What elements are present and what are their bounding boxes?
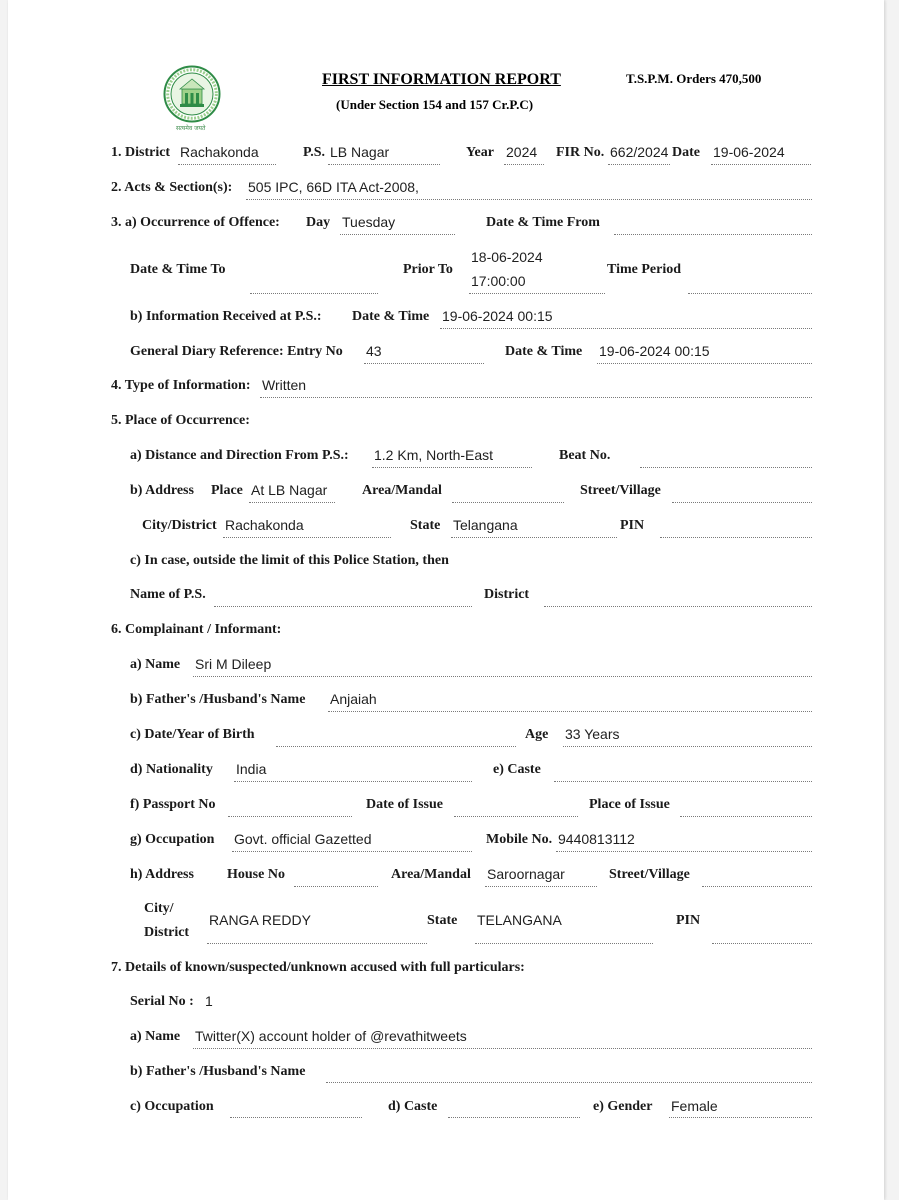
entry-no-value: 43: [366, 343, 382, 359]
report-subtitle: (Under Section 154 and 157 Cr.P.C): [336, 97, 534, 112]
info-type-value: Written: [262, 377, 307, 393]
acts-value: 505 IPC, 66D ITA Act-2008,: [248, 179, 419, 195]
complainant-name-label: a) Name: [130, 657, 181, 672]
complainant-city-label-1: City/: [144, 901, 174, 916]
serial-label: Serial No :: [130, 994, 194, 1009]
accused-gender-label: e) Gender: [593, 1099, 653, 1114]
complainant-city-label-2: District: [144, 925, 190, 940]
accused-name-value: Twitter(X) account holder of @revathitweets: [195, 1028, 467, 1044]
mobile-label: Mobile No.: [486, 832, 553, 847]
gd-date-time-label: Date & Time: [505, 344, 583, 359]
accused-caste-label: d) Caste: [388, 1099, 438, 1114]
prior-date-value: 18-06-2024: [471, 249, 543, 265]
date-time-from-label: Date & Time From: [486, 215, 600, 230]
date-time-to-label: Date & Time To: [130, 262, 226, 277]
district-value: Rachakonda: [180, 144, 259, 160]
fir-date-value: 19-06-2024: [713, 144, 785, 160]
distance-label: a) Distance and Direction From P.S.:: [130, 448, 349, 463]
place-occurrence-label: 5. Place of Occurrence:: [111, 413, 250, 428]
age-label: Age: [525, 727, 549, 742]
district-label: 1. District: [111, 145, 171, 160]
accused-gender-value: Female: [671, 1098, 718, 1114]
passport-label: f) Passport No: [130, 797, 216, 812]
complainant-pin-label: PIN: [676, 913, 701, 928]
accused-occupation-label: c) Occupation: [130, 1099, 214, 1114]
city-district-value: Rachakonda: [225, 517, 304, 533]
house-no-label: House No: [227, 867, 285, 882]
distance-value: 1.2 Km, North-East: [374, 447, 494, 463]
gd-reference-label: General Diary Reference: Entry No: [130, 344, 343, 359]
complainant-father-value: Anjaiah: [330, 691, 377, 707]
accused-father-label: b) Father's /Husband's Name: [130, 1064, 306, 1079]
state-value: Telangana: [453, 517, 518, 533]
outside-district-label: District: [484, 587, 530, 602]
nationality-label: d) Nationality: [130, 762, 213, 777]
complainant-street-label: Street/Village: [609, 867, 690, 882]
nationality-value: India: [236, 761, 267, 777]
complainant-city-value: RANGA REDDY: [209, 912, 311, 928]
complainant-label: 6. Complainant / Informant:: [111, 622, 282, 637]
date-of-issue-label: Date of Issue: [366, 797, 443, 812]
telangana-emblem-icon: [163, 65, 221, 123]
place-label: Place: [211, 483, 243, 498]
complainant-name-value: Sri M Dileep: [195, 656, 272, 672]
street-village-label: Street/Village: [580, 483, 661, 498]
acts-label: 2. Acts & Section(s):: [111, 180, 233, 195]
accused-details-label: 7. Details of known/suspected/unknown accused with full particulars:: [111, 960, 525, 975]
year-value: 2024: [506, 144, 538, 160]
emblem-caption: सत्यमेव जयते: [176, 125, 206, 132]
prior-to-label: Prior To: [403, 262, 453, 277]
info-type-label: 4. Type of Information:: [111, 378, 251, 393]
report-title: FIRST INFORMATION REPORT: [322, 71, 561, 88]
serial-value: 1: [205, 993, 213, 1009]
mobile-value: 9440813112: [558, 831, 635, 847]
outside-limit-label: c) In case, outside the limit of this Police Station, then: [130, 553, 449, 568]
name-of-ps-label: Name of P.S.: [130, 587, 206, 602]
day-label: Day: [306, 215, 331, 230]
complainant-area-label: Area/Mandal: [391, 867, 471, 882]
caste-label: e) Caste: [493, 762, 541, 777]
complainant-area-value: Saroornagar: [487, 866, 565, 882]
day-value: Tuesday: [342, 214, 396, 230]
complainant-father-label: b) Father's /Husband's Name: [130, 692, 306, 707]
fir-label: FIR No.: [556, 145, 605, 160]
area-mandal-label: Area/Mandal: [362, 483, 442, 498]
ps-value: LB Nagar: [330, 144, 390, 160]
received-date-time-label: Date & Time: [352, 309, 430, 324]
time-period-label: Time Period: [607, 262, 682, 277]
fir-page: [8, 0, 884, 1200]
occurrence-label: 3. a) Occurrence of Offence:: [111, 215, 280, 230]
place-of-issue-label: Place of Issue: [589, 797, 670, 812]
beat-label: Beat No.: [559, 448, 611, 463]
state-label: State: [410, 518, 441, 533]
year-label: Year: [466, 145, 494, 160]
fir-value: 662/2024: [610, 144, 669, 160]
accused-name-label: a) Name: [130, 1029, 181, 1044]
orders-reference: T.S.P.M. Orders 470,500: [626, 71, 762, 86]
address-label: b) Address: [130, 483, 194, 498]
age-value: 33 Years: [565, 726, 620, 742]
city-district-label: City/District: [142, 518, 217, 533]
occupation-label: g) Occupation: [130, 832, 215, 847]
complainant-state-label: State: [427, 913, 458, 928]
place-value: At LB Nagar: [251, 482, 328, 498]
occupation-value: Govt. official Gazetted: [234, 831, 372, 847]
prior-time-value: 17:00:00: [471, 273, 526, 289]
pin-label: PIN: [620, 518, 645, 533]
received-date-time-value: 19-06-2024 00:15: [442, 308, 553, 324]
complainant-address-label: h) Address: [130, 867, 194, 882]
dob-label: c) Date/Year of Birth: [130, 727, 255, 742]
fir-date-label: Date: [672, 145, 700, 160]
info-received-label: b) Information Received at P.S.:: [130, 309, 322, 324]
gd-date-time-value: 19-06-2024 00:15: [599, 343, 710, 359]
complainant-state-value: TELANGANA: [477, 912, 562, 928]
ps-label: P.S.: [303, 145, 326, 160]
